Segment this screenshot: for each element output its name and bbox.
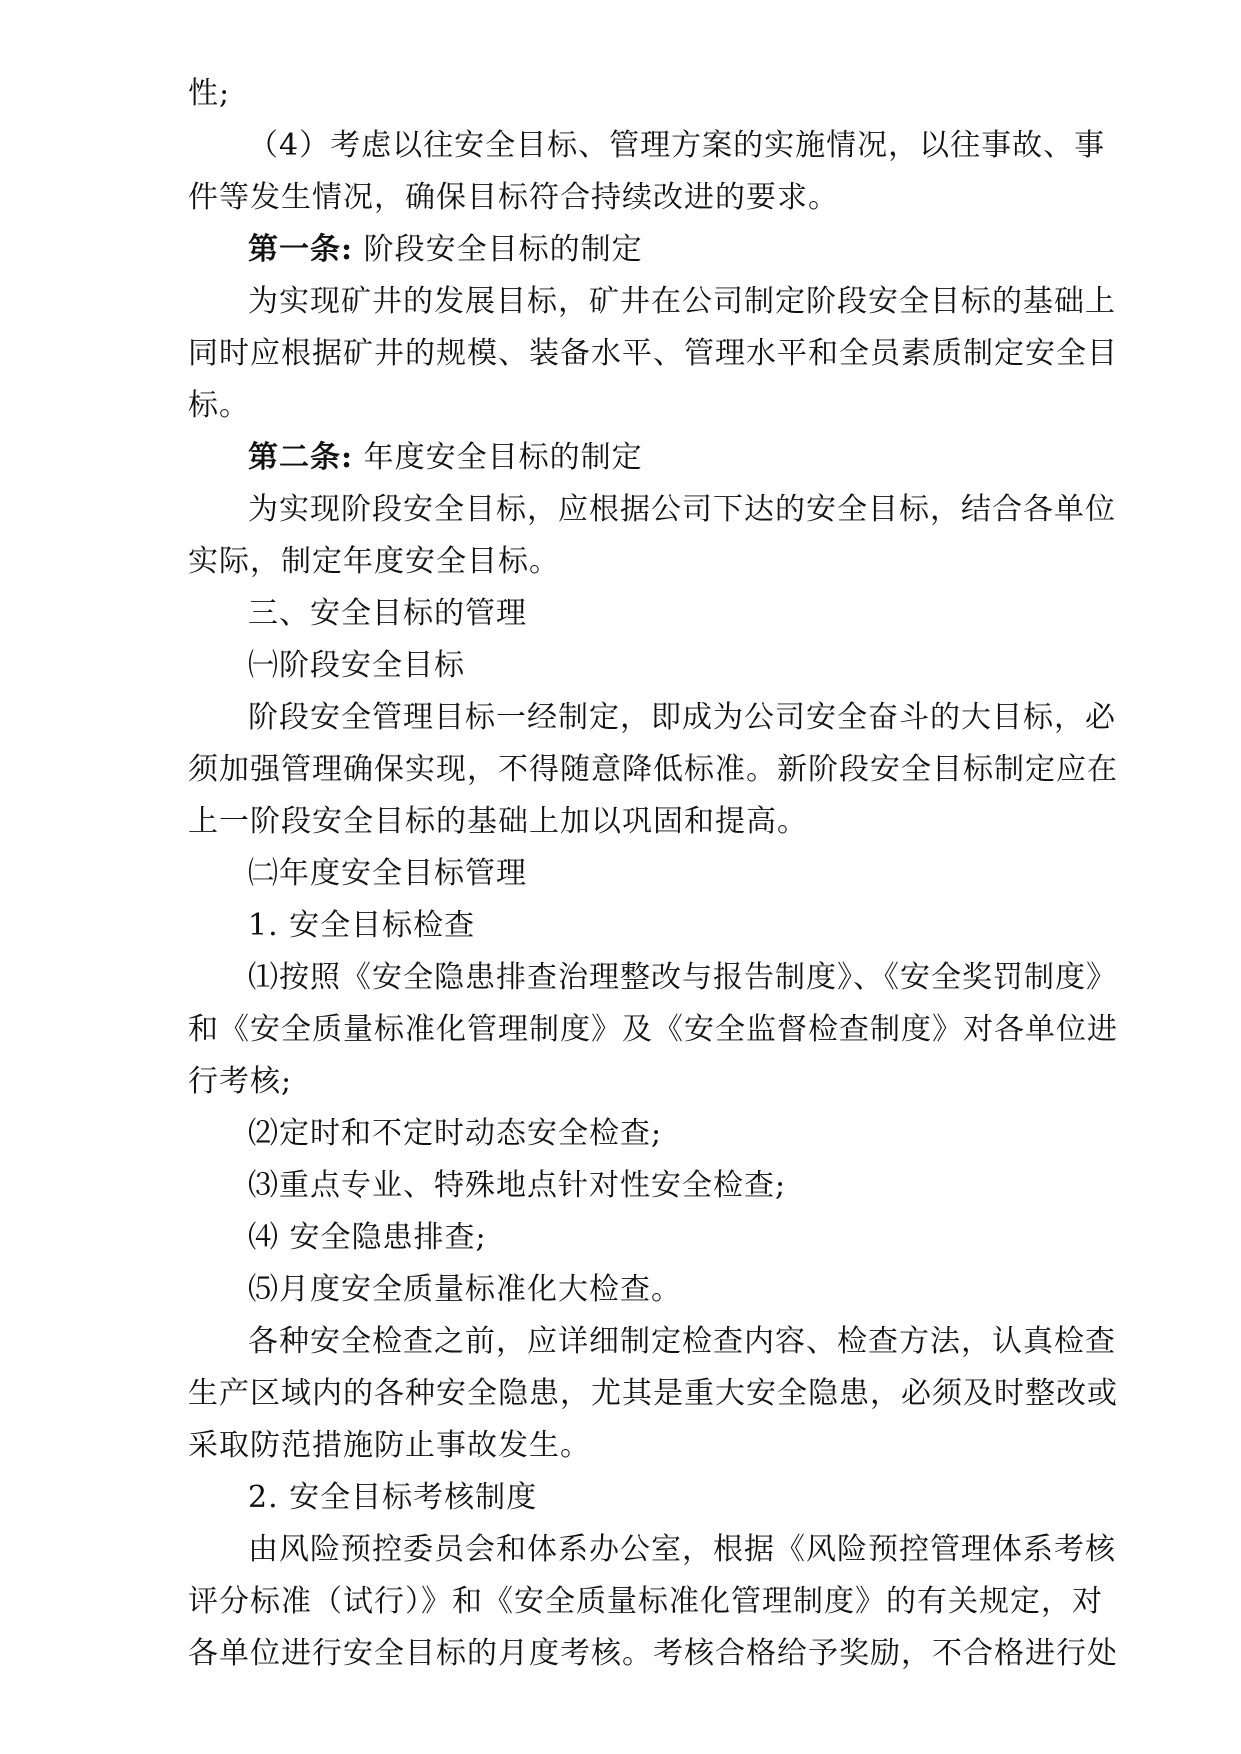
text-line: 标。 <box>188 388 250 423</box>
text-line: 上一阶段安全目标的基础上加以巩固和提高。 <box>188 804 808 839</box>
article-title: 年度安全目标的制定 <box>353 440 643 475</box>
text-line: 各单位进行安全目标的月度考核。考核合格给予奖励，不合格进行处 <box>188 1636 1118 1671</box>
text-line: 为实现阶段安全目标，应根据公司下达的安全目标，结合各单位 <box>248 492 1116 527</box>
numbered-heading: 1. 安全目标检查 <box>248 908 476 943</box>
text-line: 生产区域内的各种安全隐患，尤其是重大安全隐患，必须及时整改或 <box>188 1376 1118 1411</box>
text-line: 由风险预控委员会和体系办公室，根据《风险预控管理体系考核 <box>248 1532 1116 1567</box>
document-page <box>188 68 1118 1680</box>
text-line: 和《安全质量标准化管理制度》及《安全监督检查制度》对各单位进 <box>188 1012 1118 1047</box>
text-line: 各种安全检查之前，应详细制定检查内容、检查方法，认真检查 <box>248 1324 1116 1359</box>
article-heading <box>188 224 1054 276</box>
text-line: 同时应根据矿井的规模、装备水平、管理水平和全员素质制定安全目 <box>188 336 1118 371</box>
text-line: 须加强管理确保实现，不得随意降低标准。新阶段安全目标制定应在 <box>188 752 1118 787</box>
article-label: 第一条: <box>248 232 354 267</box>
text-line: 阶段安全管理目标一经制定，即成为公司安全奋斗的大目标，必 <box>248 700 1116 735</box>
text-line: 为实现矿井的发展目标，矿井在公司制定阶段安全目标的基础上 <box>248 284 1116 319</box>
subsection-heading: ㈡年度安全目标管理 <box>248 856 527 891</box>
article-title: 阶段安全目标的制定 <box>353 232 643 267</box>
subsection-heading: ㈠阶段安全目标 <box>248 648 465 683</box>
text-line: 性; <box>188 76 231 111</box>
section-heading: 三、安全目标的管理 <box>248 596 527 631</box>
text-line: 行考核; <box>188 1064 293 1099</box>
text-line: 采取防范措施防止事故发生。 <box>188 1428 591 1463</box>
list-item: ⑸月度安全质量标准化大检查。 <box>248 1272 682 1307</box>
text-line: 实际，制定年度安全目标。 <box>188 544 560 579</box>
list-item: ⑵定时和不定时动态安全检查; <box>248 1116 663 1151</box>
text-line: 评分标准（试行）》和《安全质量标准化管理制度》的有关规定，对 <box>188 1584 1103 1619</box>
list-item: ⑷ 安全隐患排查; <box>248 1220 487 1255</box>
text-line: （4）考虑以往安全目标、管理方案的实施情况，以往事故、事 <box>248 128 1106 163</box>
article-label: 第二条: <box>248 440 354 475</box>
list-item: ⑶重点专业、特殊地点针对性安全检查; <box>248 1168 787 1203</box>
article-heading <box>188 432 1054 484</box>
numbered-heading: 2. 安全目标考核制度 <box>248 1480 538 1515</box>
text-line: 件等发生情况，确保目标符合持续改进的要求。 <box>188 180 839 215</box>
list-item: ⑴按照《安全隐患排查治理整改与报告制度》、《安全奖罚制度》 <box>248 960 1117 995</box>
